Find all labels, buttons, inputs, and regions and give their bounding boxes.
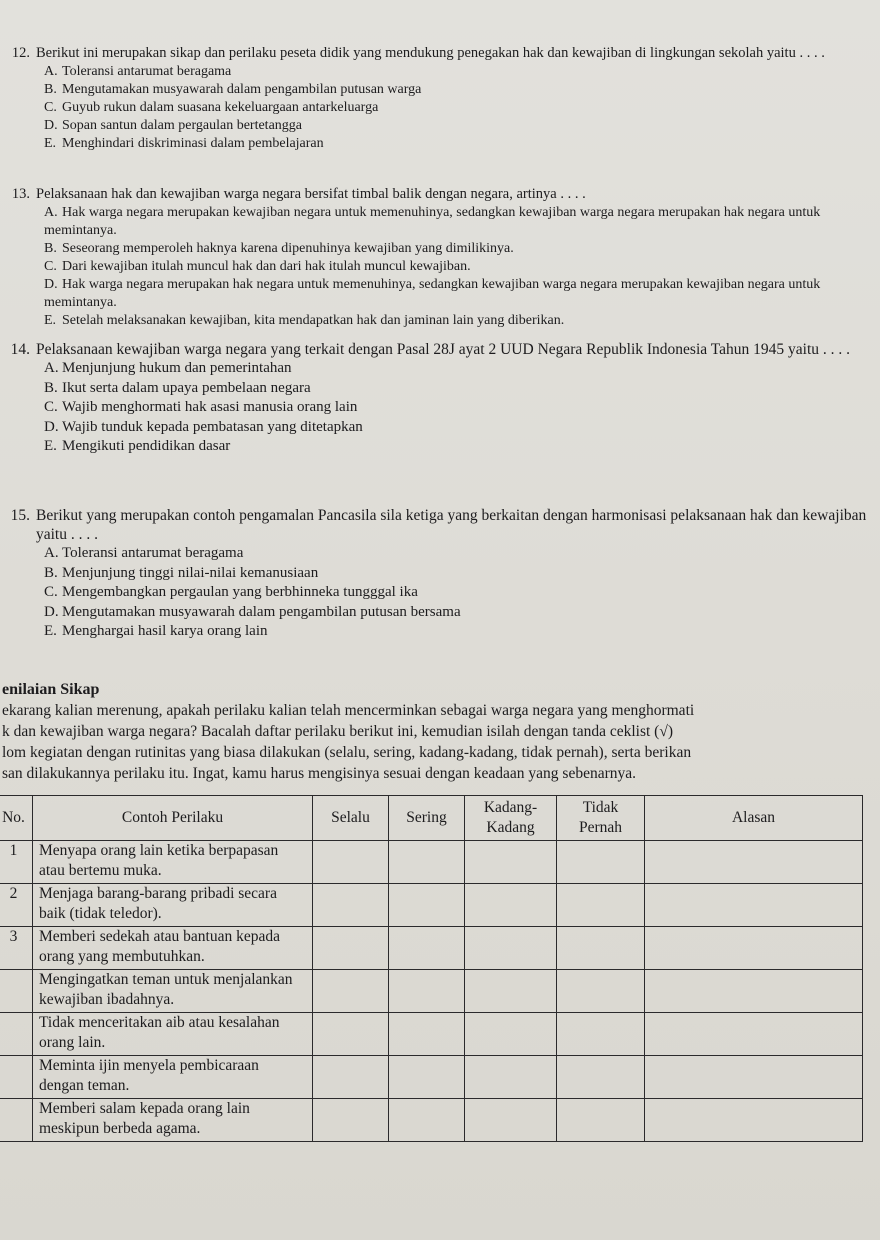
option-a: A. Toleransi antarumat beragama — [44, 545, 244, 561]
option-e: E. Setelah melaksanakan kewajiban, kita mendapatkan hak dan jaminan lain yang diberikan. — [44, 312, 565, 328]
row-number: 2 — [0, 884, 33, 927]
behavior-cell: Memberi sedekah atau bantuan kepada orang yang membutuhkan. — [33, 927, 313, 970]
question-text: Berikut ini merupakan sikap dan perilaku peseta didik yang mendukung penegakan hak dan kewajiban di lingkungan sekolah yaitu . . . . — [36, 45, 825, 61]
option-b: B. Ikut serta dalam upaya pembelaan negara — [44, 379, 311, 396]
always-checkbox-cell[interactable] — [313, 927, 389, 970]
option-b: B. Seseorang memperoleh haknya karena dipenuhinya kewajiban yang dimilikinya. — [44, 240, 514, 256]
reason-cell[interactable] — [645, 970, 863, 1013]
instruction-line: san dilakukannya perilaku itu. Ingat, kamu harus mengisinya sesuai dengan keadaan yang sebenarnya. — [2, 765, 637, 782]
behavior-cell: Meminta ijin menyela pembicaraan dengan teman. — [33, 1056, 313, 1099]
question-number: 15. — [10, 507, 30, 524]
table-row — [0, 927, 863, 970]
question-15 — [0, 506, 870, 642]
header-always: Selalu — [313, 796, 389, 841]
table-row — [0, 841, 863, 884]
option-e: E. Menghindari diskriminasi dalam pembelajaran — [44, 135, 324, 151]
option-b: B. Mengutamakan musyawarah dalam pengambilan putusan warga — [44, 81, 422, 97]
reason-cell[interactable] — [645, 927, 863, 970]
header-no: No. — [0, 796, 33, 841]
attitude-table — [0, 795, 863, 1142]
behavior-cell: Menyapa orang lain ketika berpapasan atau bertemu muka. — [33, 841, 313, 884]
often-checkbox-cell[interactable] — [389, 927, 465, 970]
question-13 — [0, 185, 870, 330]
option-a: A. Menjunjung hukum dan pemerintahan — [44, 360, 292, 376]
often-checkbox-cell[interactable] — [389, 884, 465, 927]
question-text: Pelaksanaan hak dan kewajiban warga negara bersifat timbal balik dengan negara, artinya . . . . — [36, 186, 586, 202]
instruction-line: k dan kewajiban warga negara? Bacalah daftar perilaku berikut ini, kemudian isilah dengan tanda ceklist (√) — [2, 723, 674, 740]
often-checkbox-cell[interactable] — [389, 970, 465, 1013]
sometimes-checkbox-cell[interactable] — [465, 1056, 557, 1099]
question-14 — [0, 340, 870, 457]
instruction-line: ekarang kalian merenung, apakah perilaku kalian telah mencerminkan sebagai warga negara yang menghormati — [2, 702, 695, 719]
question-number: 14. — [10, 341, 30, 358]
often-checkbox-cell[interactable] — [389, 1056, 465, 1099]
option-b: B. Menjunjung tinggi nilai-nilai kemanusiaan — [44, 564, 319, 581]
option-d: D. Mengutamakan musyawarah dalam pengambilan putusan bersama — [44, 603, 461, 620]
table-row — [0, 970, 863, 1013]
sometimes-checkbox-cell[interactable] — [465, 927, 557, 970]
section-title: enilaian Sikap — [2, 681, 100, 698]
never-checkbox-cell[interactable] — [557, 884, 645, 927]
option-d: D. Sopan santun dalam pergaulan bertetangga — [44, 117, 302, 133]
option-d: D. Wajib tunduk kepada pembatasan yang ditetapkan — [44, 418, 363, 435]
option-c: C. Mengembangkan pergaulan yang berbhinneka tungggal ika — [44, 584, 418, 600]
never-checkbox-cell[interactable] — [557, 1099, 645, 1142]
question-12 — [0, 44, 870, 153]
reason-cell[interactable] — [645, 1056, 863, 1099]
option-e: E. Mengikuti pendidikan dasar — [44, 438, 231, 454]
question-number: 12. — [11, 45, 30, 61]
option-c: C. Wajib menghormati hak asasi manusia orang lain — [44, 399, 358, 415]
option-d: D. Hak warga negara merupakan hak negara untuk memenuhinya, sedangkan kewajiban warga negara merupakan kewajiban negara untuk memintanya. — [44, 276, 821, 310]
option-c: C. Guyub rukun dalam suasana kekeluargaan antarkeluarga — [44, 99, 379, 115]
sometimes-checkbox-cell[interactable] — [465, 841, 557, 884]
sometimes-checkbox-cell[interactable] — [465, 1013, 557, 1056]
sometimes-checkbox-cell[interactable] — [465, 1099, 557, 1142]
row-number — [0, 970, 33, 1013]
always-checkbox-cell[interactable] — [313, 1013, 389, 1056]
behavior-cell: Menjaga barang-barang pribadi secara baik (tidak teledor). — [33, 884, 313, 927]
table-row — [0, 1056, 863, 1099]
option-e: E. Menghargai hasil karya orang lain — [44, 623, 268, 639]
never-checkbox-cell[interactable] — [557, 927, 645, 970]
always-checkbox-cell[interactable] — [313, 1099, 389, 1142]
always-checkbox-cell[interactable] — [313, 884, 389, 927]
often-checkbox-cell[interactable] — [389, 1013, 465, 1056]
often-checkbox-cell[interactable] — [389, 1099, 465, 1142]
header-often: Sering — [389, 796, 465, 841]
sometimes-checkbox-cell[interactable] — [465, 970, 557, 1013]
reason-cell[interactable] — [645, 1013, 863, 1056]
option-a: A. Toleransi antarumat beragama — [44, 63, 232, 79]
question-text: Berikut yang merupakan contoh pengamalan Pancasila sila ketiga yang berkaitan dengan harmonisasi pelaksanaan hak dan kewajiban yaitu . . . . — [36, 507, 867, 543]
table-header-row — [0, 796, 863, 841]
row-number — [0, 1099, 33, 1142]
behavior-cell: Mengingatkan teman untuk menjalankan kewajiban ibadahnya. — [33, 970, 313, 1013]
header-sometimes: Kadang- Kadang — [465, 796, 557, 841]
behavior-cell: Memberi salam kepada orang lain meskipun berbeda agama. — [33, 1099, 313, 1142]
often-checkbox-cell[interactable] — [389, 841, 465, 884]
header-reason: Alasan — [645, 796, 863, 841]
reason-cell[interactable] — [645, 884, 863, 927]
sometimes-checkbox-cell[interactable] — [465, 884, 557, 927]
row-number — [0, 1013, 33, 1056]
always-checkbox-cell[interactable] — [313, 841, 389, 884]
header-behavior: Contoh Perilaku — [33, 796, 313, 841]
always-checkbox-cell[interactable] — [313, 1056, 389, 1099]
table-row — [0, 1099, 863, 1142]
row-number: 1 — [0, 841, 33, 884]
row-number: 3 — [0, 927, 33, 970]
never-checkbox-cell[interactable] — [557, 841, 645, 884]
question-number: 13. — [11, 186, 30, 202]
behavior-cell: Tidak menceritakan aib atau kesalahan orang lain. — [33, 1013, 313, 1056]
reason-cell[interactable] — [645, 841, 863, 884]
row-number — [0, 1056, 33, 1099]
option-a: A. Hak warga negara merupakan kewajiban negara untuk memenuhinya, sedangkan kewajiban warga negara merupakan hak negara untuk memintanya. — [44, 204, 821, 238]
instruction-line: lom kegiatan dengan rutinitas yang biasa dilakukan (selalu, sering, kadang-kadang, tidak pernah), serta berikan — [2, 744, 692, 761]
table-row — [0, 1013, 863, 1056]
never-checkbox-cell[interactable] — [557, 1056, 645, 1099]
always-checkbox-cell[interactable] — [313, 970, 389, 1013]
never-checkbox-cell[interactable] — [557, 1013, 645, 1056]
option-c: C. Dari kewajiban itulah muncul hak dan dari hak itulah muncul kewajiban. — [44, 258, 471, 274]
table-row — [0, 884, 863, 927]
header-never: Tidak Pernah — [557, 796, 645, 841]
question-text: Pelaksanaan kewajiban warga negara yang terkait dengan Pasal 28J ayat 2 UUD Negara Republik Indonesia Tahun 1945 yaitu . . . . — [36, 341, 850, 358]
assessment-section — [2, 680, 872, 784]
reason-cell[interactable] — [645, 1099, 863, 1142]
never-checkbox-cell[interactable] — [557, 970, 645, 1013]
